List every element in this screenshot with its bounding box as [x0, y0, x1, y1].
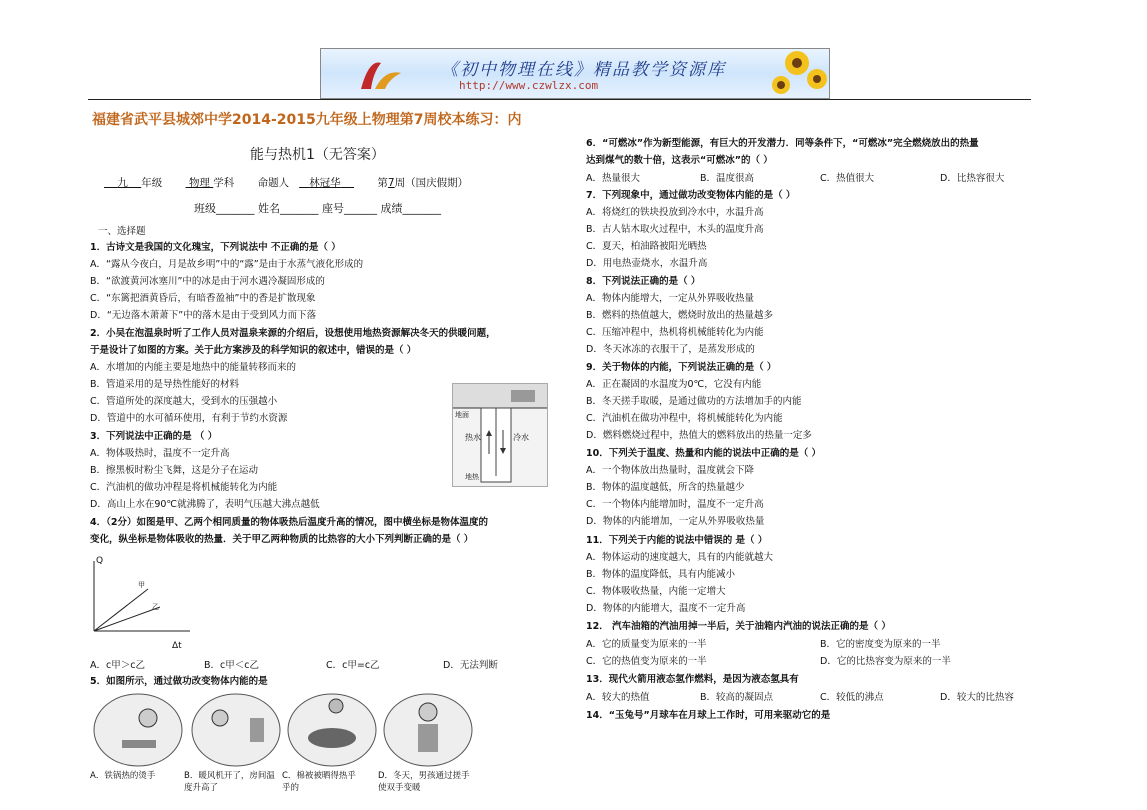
- q9-option-b: B．冬天搓手取暖，是通过做功的方法增加手的内能: [586, 396, 802, 407]
- q10-option-b: B．物体的温度越低，所含的热量越少: [586, 482, 745, 493]
- q13-option-d: D．较大的比热容: [940, 692, 1014, 703]
- q5-caption-d: D．冬天，男孩通过搓手使双手变暖: [378, 771, 470, 793]
- q9-option-a: A．正在凝固的水温度为0℃，它没有内能: [586, 379, 762, 390]
- q1-option-b: B．“欲渡黄河冰塞川”中的冰是由于河水遇冷凝固形成的: [90, 276, 325, 287]
- q11-option-a: A．物体运动的速度越大，具有的内能就越大: [586, 552, 773, 563]
- q8-option-a: A．物体内能增大，一定从外界吸收热量: [586, 293, 754, 304]
- section-heading: 一、选择题: [98, 226, 146, 237]
- q9-option-c: C．汽油机在做功冲程中，将机械能转化为内能: [586, 413, 783, 424]
- q2-option-a: A．水增加的内能主要是地热中的能量转移而来的: [90, 362, 296, 373]
- geothermal-label: 地热: [465, 473, 479, 481]
- author-value: 林冠华: [309, 177, 341, 189]
- question-1: 1．古诗文是我国的文化瑰宝，下列说法中 不正确的是（ ）: [90, 242, 341, 253]
- q8-option-b: B．燃料的热值越大，燃烧时放出的热量越多: [586, 310, 774, 321]
- q1-option-d: D．“无边落木萧萧下”中的落木是由于受到风力而下落: [90, 310, 317, 321]
- question-2: 2．小吴在泡温泉时听了工作人员对温泉来源的介绍后，设想使用地热资源解决冬天的供暖问题，: [90, 328, 496, 339]
- q1-option-a: A．“露从今夜白，月是故乡明”中的“露”是由于水蒸气液化形成的: [90, 259, 364, 270]
- q12-option-c: C．它的热值变为原来的一半: [586, 656, 707, 667]
- graph-x-label: Δt: [172, 641, 182, 651]
- page-title-line2: 能与热机1（无答案）: [250, 147, 385, 163]
- q5-pictures: [92, 692, 482, 770]
- page-title-line1: 福建省武平县城郊中学2014-2015九年级上物理第7周校本练习：内: [92, 112, 522, 128]
- q3-option-d: D．高山上水在90℃就沸腾了，表明气压越大沸点越低: [90, 499, 320, 510]
- q5-caption-c: C．棉被被晒得热乎乎的: [282, 771, 356, 793]
- subject-value: 物理: [188, 177, 210, 189]
- sunflower-icon: [751, 49, 829, 98]
- heat-graph: [86, 555, 196, 635]
- question-11: 11．下列关于内能的说法中错误的 是（ ）: [586, 535, 768, 546]
- q4-option-d: D．无法判断: [443, 660, 498, 671]
- q13-option-c: C．较低的沸点: [820, 692, 884, 703]
- student-fields: 班级_______ 姓名_______ 座号______ 成绩_______: [194, 202, 441, 215]
- q3-option-c: C．汽油机的做功冲程是将机械能转化为内能: [90, 482, 278, 493]
- q2-option-b: B．管道采用的是导热性能好的材料: [90, 379, 240, 390]
- exam-info: 九 年级 物理 学科 命题人 林冠华 第7周（国庆假期）: [104, 177, 468, 189]
- question-2-cont: 于是设计了如图的方案。关于此方案涉及的科学知识的叙述中，错误的是（ ）: [90, 345, 417, 356]
- cold-water-label: 冷水: [513, 433, 529, 442]
- q3-option-b: B．擦黑板时粉尘飞舞，这是分子在运动: [90, 465, 259, 476]
- q11-option-c: C．物体吸收热量，内能一定增大: [586, 586, 726, 597]
- q8-option-c: C．压缩冲程中，热机将机械能转化为内能: [586, 327, 764, 338]
- question-6-cont: 达到煤气的数十倍，这表示“可燃冰”的（ ）: [586, 155, 773, 166]
- q10-option-d: D．物体的内能增加，一定从外界吸收热量: [586, 516, 765, 527]
- ground-label: 地面: [455, 411, 469, 419]
- banner-url: http://www.czwlzx.com: [459, 79, 599, 92]
- header-banner: [320, 48, 830, 99]
- question-4: 4．（2分）如图是甲、乙两个相同质量的物体吸热后温度升高的情况，图中横坐标是物体温度的: [90, 517, 488, 528]
- q6-option-a: A．热量很大: [586, 173, 640, 184]
- q6-option-d: D．比热容很大: [940, 173, 1005, 184]
- q12-option-d: D．它的比热容变为原来的一半: [820, 656, 951, 667]
- question-6: 6．“可燃冰”作为新型能源，有巨大的开发潜力．同等条件下，“可燃冰”完全燃烧放出的热量: [586, 138, 979, 149]
- q7-option-a: A．将烧红的铁块投放到冷水中，水温升高: [586, 207, 764, 218]
- q6-option-b: B．温度很高: [700, 173, 755, 184]
- q7-option-c: C．夏天，柏油路被阳光晒热: [586, 241, 707, 252]
- graph-series-1: 甲: [138, 581, 145, 589]
- question-13: 13．现代火箭用液态氢作燃料，是因为液态氢具有: [586, 674, 799, 685]
- hot-water-label: 热水: [465, 433, 481, 442]
- q8-option-d: D．冬天冰冻的衣服干了，是蒸发形成的: [586, 344, 755, 355]
- q3-option-a: A．物体吸热时，温度不一定升高: [90, 448, 230, 459]
- question-8: 8．下列说法正确的是（ ）: [586, 276, 701, 287]
- geothermal-figure: [452, 383, 548, 487]
- grade-value: 九: [117, 177, 128, 189]
- banner-title: 《初中物理在线》精品教学资源库: [441, 60, 726, 80]
- q10-option-c: C．一个物体内能增加时，温度不一定升高: [586, 499, 764, 510]
- q12-option-b: B．它的密度变为原来的一半: [820, 639, 941, 650]
- question-14: 14．“玉兔号”月球车在月球上工作时，可用来驱动它的是: [586, 710, 831, 721]
- header-rule: [88, 99, 1031, 100]
- q13-option-a: A．较大的热值: [586, 692, 650, 703]
- q11-option-d: D．物体的内能增大，温度不一定升高: [586, 603, 746, 614]
- q5-caption-b: B．暖风机开了，房间温度升高了: [184, 771, 275, 793]
- question-9: 9．关于物体的内能，下列说法正确的是（ ）: [586, 362, 777, 373]
- q6-option-c: C．热值很大: [820, 173, 875, 184]
- logo-icon: [351, 55, 411, 93]
- graph-y-label: Q: [96, 556, 104, 566]
- q2-option-d: D．管道中的水可循环使用，有利于节约水资源: [90, 413, 288, 424]
- question-3: 3．下列说法中正确的是 （ ）: [90, 431, 218, 442]
- q4-option-c: C．c甲=c乙: [326, 660, 380, 671]
- question-5: 5．如图所示，通过做功改变物体内能的是: [90, 676, 268, 687]
- q7-option-b: B．古人钻木取火过程中，木头的温度升高: [586, 224, 764, 235]
- q7-option-d: D．用电热壶烧水，水温升高: [586, 258, 708, 269]
- q10-option-a: A．一个物体放出热量时，温度就会下降: [586, 465, 754, 476]
- q4-option-a: A．c甲＞c乙: [90, 660, 145, 671]
- q2-option-c: C．管道所处的深度越大，受到水的压强越小: [90, 396, 278, 407]
- graph-series-2: 乙: [152, 603, 159, 611]
- question-4-cont: 变化，纵坐标是物体吸收的热量．关于甲乙两种物质的比热容的大小下列判断正确的是（ ）: [90, 534, 474, 545]
- q4-option-b: B．c甲＜c乙: [204, 660, 259, 671]
- q12-option-a: A．它的质量变为原来的一半: [586, 639, 707, 650]
- q11-option-b: B．物体的温度降低，具有内能减小: [586, 569, 736, 580]
- q9-option-d: D．燃料燃烧过程中，热值大的燃料放出的热量一定多: [586, 430, 812, 441]
- question-10: 10．下列关于温度、热量和内能的说法中正确的是（ ）: [586, 448, 822, 459]
- q1-option-c: C．“东篱把酒黄昏后，有暗香盈袖”中的香是扩散现象: [90, 293, 316, 304]
- q5-caption-a: A．铁锅热的烫手: [90, 771, 156, 781]
- question-12: 12． 汽车油箱的汽油用掉一半后，关于油箱内汽油的说法正确的是（ ）: [586, 621, 891, 632]
- q13-option-b: B．较高的凝固点: [700, 692, 774, 703]
- question-7: 7．下列现象中，通过做功改变物体内能的是（ ）: [586, 190, 796, 201]
